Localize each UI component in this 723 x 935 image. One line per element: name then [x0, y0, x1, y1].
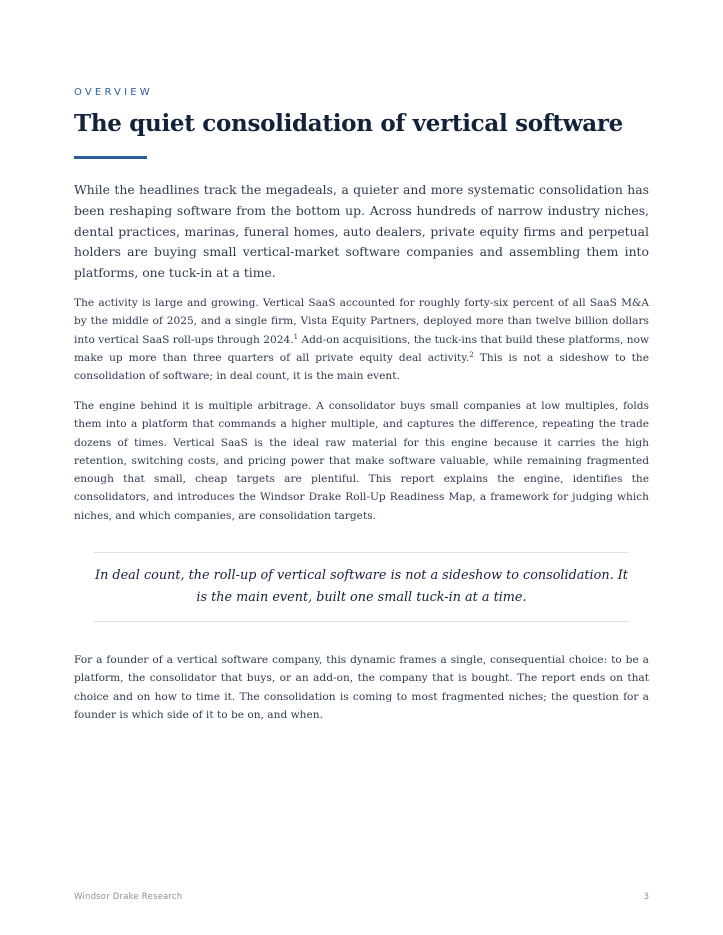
paragraph-1-text-a: The activity is large and growing. Vertical SaaS accounted for roughly forty-six percent of all SaaS M&A by the middle of 2025, and a single firm, Vista Equity Partners, deployed more than twelve billion dollars into vertical SaaS roll-ups through 2024. [74, 297, 649, 346]
footer-publisher: Windsor Drake Research [74, 892, 183, 902]
body-paragraph-2: The engine behind it is multiple arbitrage. A consolidator buys small companies at low multiples, folds them into a platform that commands a higher multiple, and captures the difference, repeating the trade dozens of times. Vertical SaaS is the ideal raw material for this engine because it carries the high retention, switching costs, and pricing power that make software valuable, while remaining fragmented enough that small, cheap targets are plentiful. This report explains the engine, identifies the consolidators, and introduces the Windsor Drake Roll-Up Readiness Map, a framework for judging which niches, and which companies, are consolidation targets. [74, 400, 649, 522]
body-paragraph-1 [74, 294, 649, 385]
paragraph-1-text-b: Add-on acquisitions, the tuck-ins that build these platforms, now make up more than three quarters of all private equity deal activity. [74, 333, 650, 364]
paragraph-1-text-c: This is not a sideshow to the consolidation of software; in deal count, it is the main event. [74, 351, 650, 383]
report-page [74, 0, 649, 935]
footer-page-number: 3 [643, 892, 649, 902]
body-paragraph-3: For a founder of a vertical software company, this dynamic frames a single, consequential choice: to be a platform, the consolidator that buys, or an add-on, the company that is bought. The report ends on that choice and on how to time it. The consolidation is coming to most fragmented niches; the question for a founder is which side of it to be on, and when. [74, 654, 649, 721]
lede-paragraph: While the headlines track the megadeals, a quieter and more systematic consolidation has been reshaping software from the bottom up. Across hundreds of narrow industry niches, dental practices, marinas, funeral homes, auto dealers, private equity firms and perpetual holders are buying small vertical-market software companies and assembling them into platforms, one tuck-in at a time. [74, 182, 649, 281]
section-eyebrow: OVERVIEW [74, 87, 153, 98]
footnote-marker-1[interactable]: 1 [293, 332, 299, 341]
footnote-marker-2[interactable]: 2 [469, 350, 474, 359]
page-title: The quiet consolidation of vertical software [74, 110, 623, 137]
pull-quote [94, 552, 629, 622]
title-underline-rule [74, 156, 147, 159]
pull-quote-text: In deal count, the roll-up of vertical software is not a sideshow to consolidation. It is the main event, built one small tuck-in at a time. [95, 568, 628, 605]
